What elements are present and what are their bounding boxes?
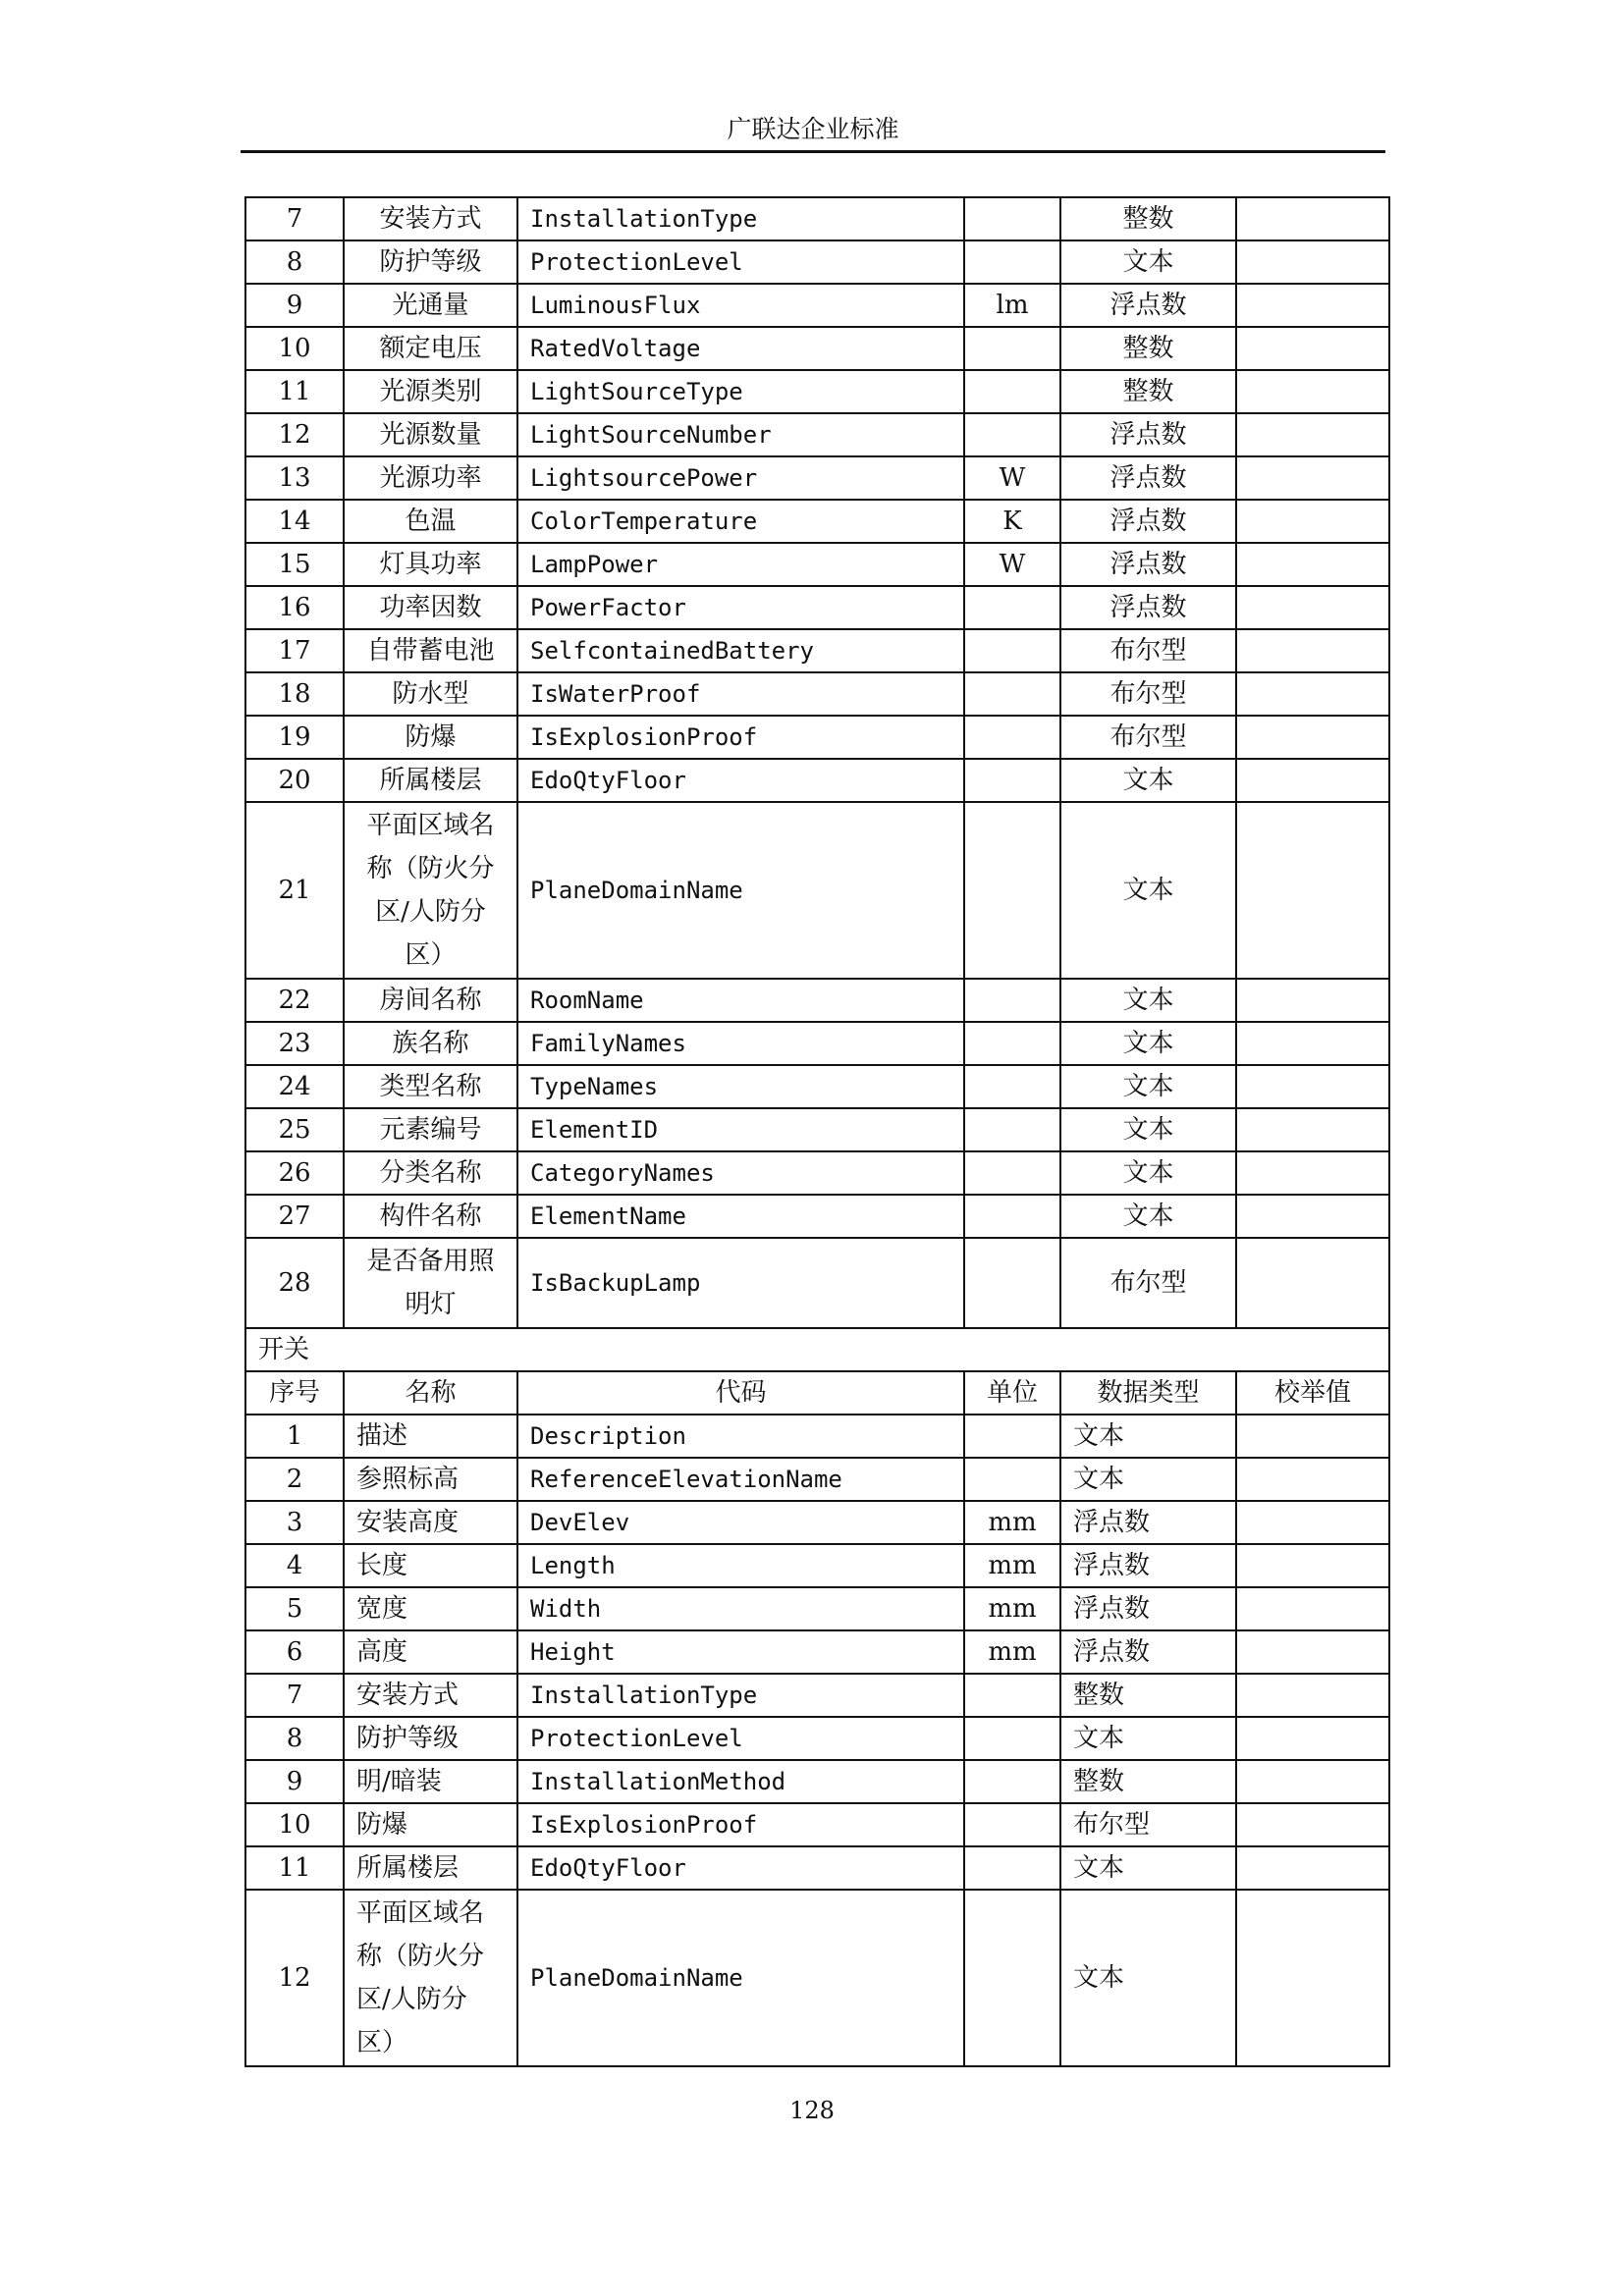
cell-datatype: 整数 xyxy=(1060,1674,1236,1717)
cell-name: 光源数量 xyxy=(344,413,517,456)
cell-code: LightSourceType xyxy=(517,370,964,413)
table-row xyxy=(245,1022,1389,1065)
cell-enum xyxy=(1236,1238,1389,1328)
section-title: 开关 xyxy=(245,1328,1389,1371)
cell-datatype: 布尔型 xyxy=(1060,1803,1236,1846)
cell-code: Height xyxy=(517,1630,964,1674)
table-row xyxy=(245,1803,1389,1846)
page-footer xyxy=(0,2097,1624,2124)
table-row xyxy=(245,586,1389,629)
cell-code: ProtectionLevel xyxy=(517,240,964,284)
table-row xyxy=(245,1890,1389,2066)
cell-unit xyxy=(964,1065,1060,1108)
cell-enum xyxy=(1236,1415,1389,1458)
cell-name: 防护等级 xyxy=(344,240,517,284)
cell-enum xyxy=(1236,240,1389,284)
table-row xyxy=(245,500,1389,543)
table-row xyxy=(245,802,1389,979)
cell-enum xyxy=(1236,1065,1389,1108)
cell-enum xyxy=(1236,1544,1389,1587)
cell-index: 5 xyxy=(245,1587,344,1630)
cell-code: ColorTemperature xyxy=(517,500,964,543)
cell-index: 12 xyxy=(245,1890,344,2066)
cell-name: 明/暗装 xyxy=(344,1760,517,1803)
cell-enum xyxy=(1236,1717,1389,1760)
cell-unit xyxy=(964,1717,1060,1760)
cell-name: 参照标高 xyxy=(344,1458,517,1501)
cell-code: Width xyxy=(517,1587,964,1630)
column-header: 名称 xyxy=(344,1371,517,1415)
cell-unit xyxy=(964,240,1060,284)
cell-name: 额定电压 xyxy=(344,327,517,370)
cell-datatype: 文本 xyxy=(1060,1022,1236,1065)
cell-code: IsExplosionProof xyxy=(517,1803,964,1846)
table-row xyxy=(245,1630,1389,1674)
table-row xyxy=(245,456,1389,500)
cell-name: 自带蓄电池 xyxy=(344,629,517,672)
cell-code: ReferenceElevationName xyxy=(517,1458,964,1501)
cell-datatype: 浮点数 xyxy=(1060,1501,1236,1544)
cell-datatype: 浮点数 xyxy=(1060,500,1236,543)
cell-datatype: 浮点数 xyxy=(1060,456,1236,500)
cell-name: 类型名称 xyxy=(344,1065,517,1108)
cell-index: 10 xyxy=(245,327,344,370)
cell-code: EdoQtyFloor xyxy=(517,1846,964,1890)
cell-enum xyxy=(1236,1587,1389,1630)
cell-unit: mm xyxy=(964,1544,1060,1587)
cell-enum xyxy=(1236,370,1389,413)
table-row xyxy=(245,197,1389,240)
cell-unit xyxy=(964,1415,1060,1458)
table-row xyxy=(245,1108,1389,1151)
cell-index: 20 xyxy=(245,759,344,802)
cell-unit xyxy=(964,1890,1060,2066)
cell-code: SelfcontainedBattery xyxy=(517,629,964,672)
table-row xyxy=(245,716,1389,759)
table-row xyxy=(245,1065,1389,1108)
cell-index: 7 xyxy=(245,197,344,240)
cell-enum xyxy=(1236,1803,1389,1846)
cell-datatype: 整数 xyxy=(1060,1760,1236,1803)
cell-unit xyxy=(964,1108,1060,1151)
cell-index: 3 xyxy=(245,1501,344,1544)
cell-enum xyxy=(1236,197,1389,240)
cell-unit xyxy=(964,413,1060,456)
cell-datatype: 文本 xyxy=(1060,979,1236,1022)
cell-enum xyxy=(1236,456,1389,500)
cell-index: 9 xyxy=(245,1760,344,1803)
cell-name: 防护等级 xyxy=(344,1717,517,1760)
table-row xyxy=(245,629,1389,672)
cell-index: 25 xyxy=(245,1108,344,1151)
cell-name: 描述 xyxy=(344,1415,517,1458)
cell-name: 宽度 xyxy=(344,1587,517,1630)
cell-index: 11 xyxy=(245,1846,344,1890)
cell-index: 26 xyxy=(245,1151,344,1195)
cell-index: 4 xyxy=(245,1544,344,1587)
cell-name: 防爆 xyxy=(344,716,517,759)
cell-name: 安装方式 xyxy=(344,197,517,240)
cell-datatype: 布尔型 xyxy=(1060,716,1236,759)
cell-enum xyxy=(1236,1108,1389,1151)
cell-unit xyxy=(964,1151,1060,1195)
cell-datatype: 布尔型 xyxy=(1060,672,1236,716)
cell-datatype: 整数 xyxy=(1060,327,1236,370)
cell-unit xyxy=(964,1846,1060,1890)
cell-index: 23 xyxy=(245,1022,344,1065)
cell-name: 族名称 xyxy=(344,1022,517,1065)
cell-index: 22 xyxy=(245,979,344,1022)
cell-datatype: 文本 xyxy=(1060,1415,1236,1458)
cell-code: Length xyxy=(517,1544,964,1587)
cell-name: 功率因数 xyxy=(344,586,517,629)
table-row xyxy=(245,1238,1389,1328)
cell-datatype: 文本 xyxy=(1060,1717,1236,1760)
page-header xyxy=(241,110,1385,153)
cell-code: LightSourceNumber xyxy=(517,413,964,456)
cell-unit: K xyxy=(964,500,1060,543)
table-row xyxy=(245,240,1389,284)
table-row xyxy=(245,1501,1389,1544)
cell-unit xyxy=(964,327,1060,370)
column-header: 校举值 xyxy=(1236,1371,1389,1415)
cell-unit xyxy=(964,1760,1060,1803)
cell-datatype: 文本 xyxy=(1060,1846,1236,1890)
cell-datatype: 文本 xyxy=(1060,1458,1236,1501)
cell-index: 15 xyxy=(245,543,344,586)
cell-enum xyxy=(1236,1501,1389,1544)
table-row xyxy=(245,1846,1389,1890)
cell-enum xyxy=(1236,543,1389,586)
cell-index: 6 xyxy=(245,1630,344,1674)
property-table xyxy=(244,196,1390,2067)
cell-code: LampPower xyxy=(517,543,964,586)
cell-index: 16 xyxy=(245,586,344,629)
cell-enum xyxy=(1236,1151,1389,1195)
cell-datatype: 文本 xyxy=(1060,802,1236,979)
cell-index: 9 xyxy=(245,284,344,327)
cell-enum xyxy=(1236,759,1389,802)
cell-name: 光源类别 xyxy=(344,370,517,413)
cell-name: 防水型 xyxy=(344,672,517,716)
cell-index: 12 xyxy=(245,413,344,456)
cell-code: IsExplosionProof xyxy=(517,716,964,759)
cell-code: PlaneDomainName xyxy=(517,802,964,979)
cell-enum xyxy=(1236,1846,1389,1890)
cell-name: 是否备用照明灯 xyxy=(344,1238,517,1328)
cell-index: 2 xyxy=(245,1458,344,1501)
cell-datatype: 浮点数 xyxy=(1060,1630,1236,1674)
cell-unit: mm xyxy=(964,1587,1060,1630)
cell-code: PowerFactor xyxy=(517,586,964,629)
table-row xyxy=(245,1151,1389,1195)
cell-code: PlaneDomainName xyxy=(517,1890,964,2066)
cell-enum xyxy=(1236,979,1389,1022)
cell-datatype: 浮点数 xyxy=(1060,1587,1236,1630)
cell-index: 8 xyxy=(245,1717,344,1760)
cell-enum xyxy=(1236,586,1389,629)
cell-unit xyxy=(964,1458,1060,1501)
cell-code: TypeNames xyxy=(517,1065,964,1108)
cell-enum xyxy=(1236,327,1389,370)
cell-code: DevElev xyxy=(517,1501,964,1544)
cell-unit xyxy=(964,1022,1060,1065)
cell-name: 房间名称 xyxy=(344,979,517,1022)
cell-index: 7 xyxy=(245,1674,344,1717)
cell-name: 所属楼层 xyxy=(344,1846,517,1890)
cell-enum xyxy=(1236,1195,1389,1238)
cell-code: RoomName xyxy=(517,979,964,1022)
table-row xyxy=(245,327,1389,370)
cell-enum xyxy=(1236,1022,1389,1065)
table-row xyxy=(245,1458,1389,1501)
cell-name: 所属楼层 xyxy=(344,759,517,802)
cell-index: 13 xyxy=(245,456,344,500)
cell-unit xyxy=(964,672,1060,716)
cell-unit: lm xyxy=(964,284,1060,327)
cell-index: 14 xyxy=(245,500,344,543)
table-row xyxy=(245,1544,1389,1587)
cell-code: Description xyxy=(517,1415,964,1458)
cell-name: 高度 xyxy=(344,1630,517,1674)
column-header: 代码 xyxy=(517,1371,964,1415)
cell-code: IsBackupLamp xyxy=(517,1238,964,1328)
cell-index: 1 xyxy=(245,1415,344,1458)
column-header: 单位 xyxy=(964,1371,1060,1415)
table-row xyxy=(245,1674,1389,1717)
cell-enum xyxy=(1236,284,1389,327)
cell-enum xyxy=(1236,1674,1389,1717)
cell-datatype: 文本 xyxy=(1060,1195,1236,1238)
cell-enum xyxy=(1236,802,1389,979)
table-row xyxy=(245,1760,1389,1803)
cell-datatype: 布尔型 xyxy=(1060,1238,1236,1328)
cell-unit xyxy=(964,1674,1060,1717)
cell-datatype: 整数 xyxy=(1060,370,1236,413)
column-header: 序号 xyxy=(245,1371,344,1415)
cell-unit xyxy=(964,197,1060,240)
cell-enum xyxy=(1236,1760,1389,1803)
table-row xyxy=(245,759,1389,802)
cell-name: 安装方式 xyxy=(344,1674,517,1717)
header-title: 广联达企业标准 xyxy=(727,115,899,143)
cell-code: FamilyNames xyxy=(517,1022,964,1065)
cell-name: 平面区域名称（防火分区/人防分区） xyxy=(344,1890,517,2066)
cell-code: ElementName xyxy=(517,1195,964,1238)
cell-name: 长度 xyxy=(344,1544,517,1587)
cell-index: 21 xyxy=(245,802,344,979)
table-row xyxy=(245,672,1389,716)
cell-name: 色温 xyxy=(344,500,517,543)
cell-unit: mm xyxy=(964,1630,1060,1674)
cell-enum xyxy=(1236,500,1389,543)
cell-unit xyxy=(964,802,1060,979)
cell-code: LightsourcePower xyxy=(517,456,964,500)
cell-index: 11 xyxy=(245,370,344,413)
cell-datatype: 整数 xyxy=(1060,197,1236,240)
cell-code: InstallationType xyxy=(517,197,964,240)
table-row xyxy=(245,1717,1389,1760)
table-row xyxy=(245,543,1389,586)
table-row xyxy=(245,979,1389,1022)
cell-unit xyxy=(964,629,1060,672)
cell-enum xyxy=(1236,716,1389,759)
cell-enum xyxy=(1236,413,1389,456)
page-number: 128 xyxy=(789,2097,835,2124)
table-row xyxy=(245,1195,1389,1238)
cell-enum xyxy=(1236,1458,1389,1501)
cell-datatype: 文本 xyxy=(1060,1065,1236,1108)
cell-code: LuminousFlux xyxy=(517,284,964,327)
cell-code: ProtectionLevel xyxy=(517,1717,964,1760)
cell-name: 分类名称 xyxy=(344,1151,517,1195)
cell-datatype: 浮点数 xyxy=(1060,413,1236,456)
cell-datatype: 文本 xyxy=(1060,1890,1236,2066)
cell-unit: W xyxy=(964,456,1060,500)
cell-unit xyxy=(964,759,1060,802)
cell-unit xyxy=(964,370,1060,413)
cell-index: 19 xyxy=(245,716,344,759)
cell-name: 防爆 xyxy=(344,1803,517,1846)
cell-name: 平面区域名称（防火分区/人防分区） xyxy=(344,802,517,979)
cell-name: 元素编号 xyxy=(344,1108,517,1151)
cell-index: 10 xyxy=(245,1803,344,1846)
cell-datatype: 浮点数 xyxy=(1060,586,1236,629)
table-row xyxy=(245,370,1389,413)
cell-unit: W xyxy=(964,543,1060,586)
column-header-row xyxy=(245,1371,1389,1415)
cell-code: EdoQtyFloor xyxy=(517,759,964,802)
cell-index: 17 xyxy=(245,629,344,672)
cell-code: IsWaterProof xyxy=(517,672,964,716)
cell-index: 8 xyxy=(245,240,344,284)
cell-name: 光源功率 xyxy=(344,456,517,500)
cell-index: 18 xyxy=(245,672,344,716)
cell-datatype: 浮点数 xyxy=(1060,284,1236,327)
cell-index: 27 xyxy=(245,1195,344,1238)
cell-unit xyxy=(964,1803,1060,1846)
cell-name: 构件名称 xyxy=(344,1195,517,1238)
cell-index: 28 xyxy=(245,1238,344,1328)
cell-datatype: 文本 xyxy=(1060,240,1236,284)
table-row xyxy=(245,1415,1389,1458)
cell-name: 灯具功率 xyxy=(344,543,517,586)
cell-datatype: 浮点数 xyxy=(1060,543,1236,586)
cell-datatype: 文本 xyxy=(1060,1108,1236,1151)
cell-enum xyxy=(1236,629,1389,672)
cell-datatype: 文本 xyxy=(1060,1151,1236,1195)
cell-code: CategoryNames xyxy=(517,1151,964,1195)
table-row xyxy=(245,413,1389,456)
cell-unit xyxy=(964,586,1060,629)
cell-index: 24 xyxy=(245,1065,344,1108)
cell-datatype: 布尔型 xyxy=(1060,629,1236,672)
cell-unit xyxy=(964,1238,1060,1328)
section-row xyxy=(245,1328,1389,1371)
cell-unit xyxy=(964,979,1060,1022)
cell-code: ElementID xyxy=(517,1108,964,1151)
cell-datatype: 浮点数 xyxy=(1060,1544,1236,1587)
column-header: 数据类型 xyxy=(1060,1371,1236,1415)
cell-code: InstallationMethod xyxy=(517,1760,964,1803)
cell-enum xyxy=(1236,672,1389,716)
table-row xyxy=(245,284,1389,327)
cell-enum xyxy=(1236,1630,1389,1674)
cell-name: 光通量 xyxy=(344,284,517,327)
cell-unit xyxy=(964,1195,1060,1238)
cell-unit xyxy=(964,716,1060,759)
cell-datatype: 文本 xyxy=(1060,759,1236,802)
cell-code: InstallationType xyxy=(517,1674,964,1717)
cell-code: RatedVoltage xyxy=(517,327,964,370)
cell-enum xyxy=(1236,1890,1389,2066)
cell-unit: mm xyxy=(964,1501,1060,1544)
cell-name: 安装高度 xyxy=(344,1501,517,1544)
table-row xyxy=(245,1587,1389,1630)
